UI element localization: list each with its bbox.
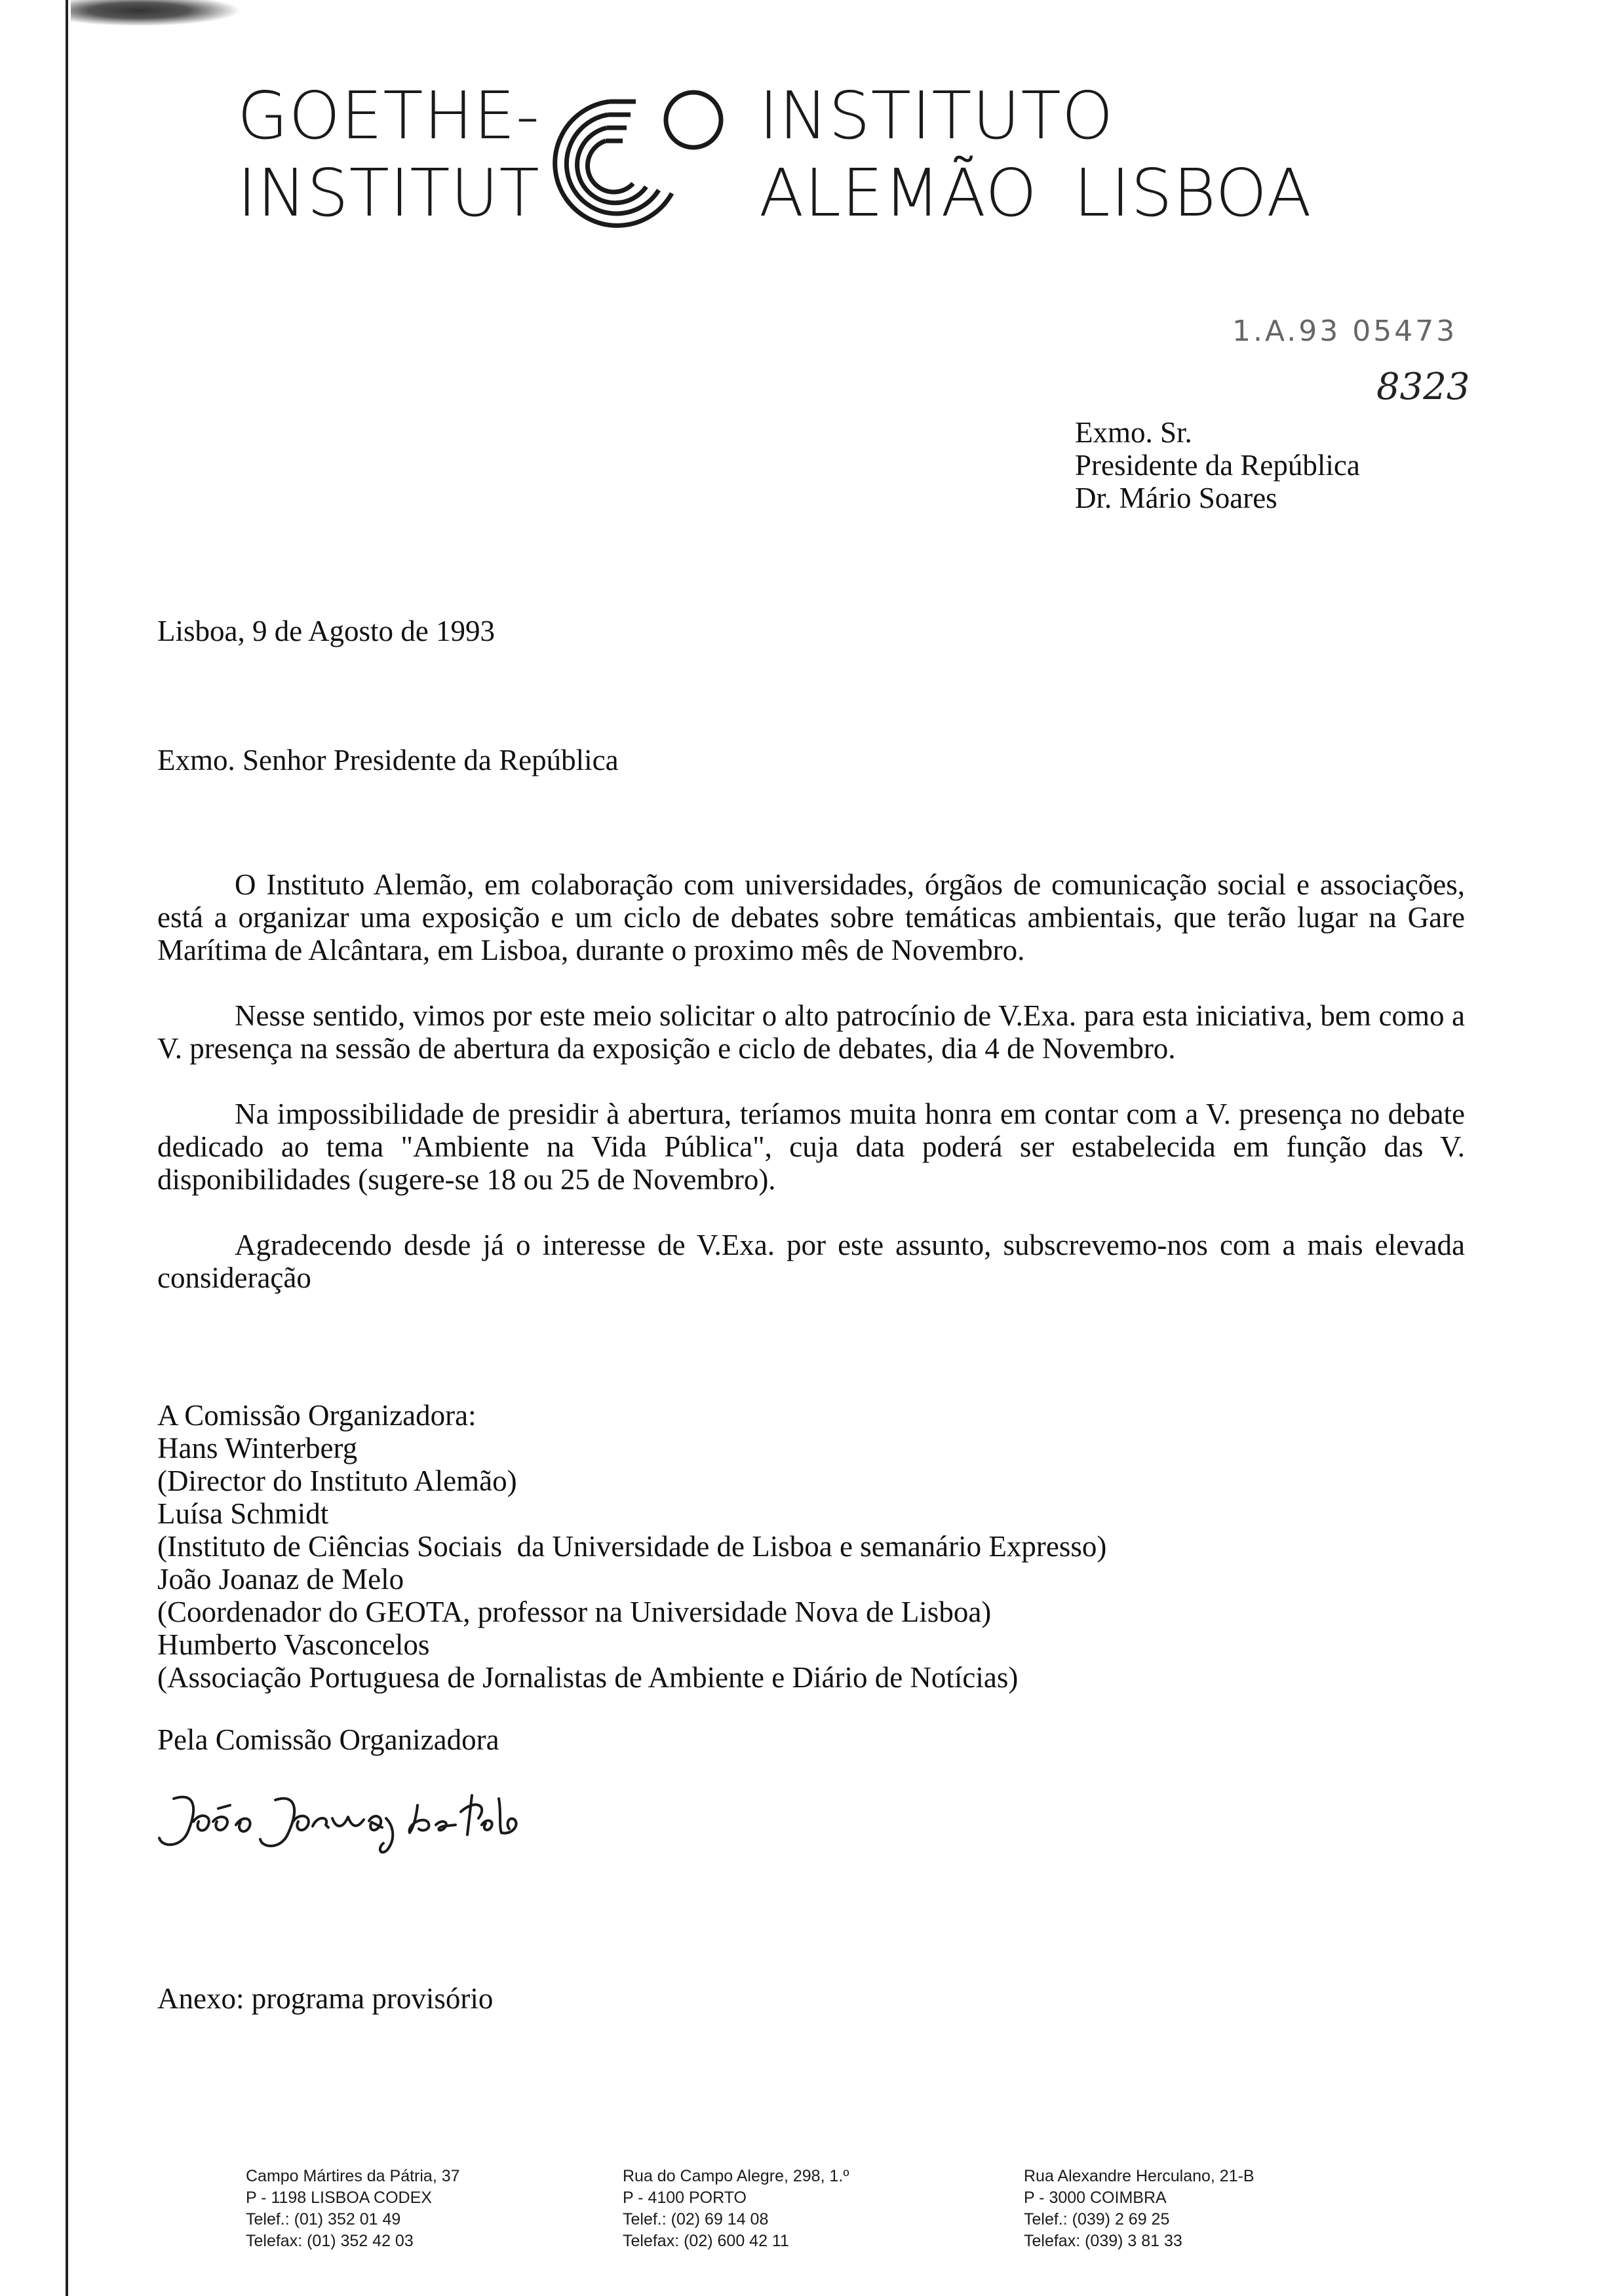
dateline: Lisboa, 9 de Agosto de 1993 bbox=[157, 615, 495, 647]
committee-member-name: Humberto Vasconcelos bbox=[157, 1628, 430, 1661]
committee-member-affiliation: (Associação Portuguesa de Jornalistas de Ambiente e Diário de Notícias) bbox=[157, 1661, 1019, 1694]
footer-line: Telef.: (039) 2 69 25 bbox=[1024, 2210, 1170, 2229]
committee-member-name: Luísa Schmidt bbox=[157, 1497, 329, 1530]
committee-list bbox=[157, 1399, 1106, 1694]
footer-address-coimbra bbox=[1024, 2166, 1255, 2252]
committee-member-name: João Joanaz de Melo bbox=[157, 1563, 404, 1596]
committee-member-name: Hans Winterberg bbox=[157, 1432, 358, 1464]
letterhead-city: LISBOA bbox=[1074, 155, 1312, 231]
committee-member-affiliation: (Instituto de Ciências Sociais da Universidade de Lisboa e semanário Expresso) bbox=[157, 1530, 1107, 1563]
letterhead-right-line2: ALEMÃO bbox=[759, 155, 1038, 231]
recipient-block bbox=[1075, 416, 1360, 514]
body-paragraph: Agradecendo desde já o interesse de V.Exa. por este assunto, subscrevemo-nos com a mais elevada consideração bbox=[157, 1229, 1465, 1294]
archive-handwritten-number: 8323 bbox=[1376, 366, 1470, 408]
recipient-line: Dr. Mário Soares bbox=[1075, 482, 1277, 514]
footer-line: Telef.: (01) 352 01 49 bbox=[246, 2210, 401, 2229]
recipient-line: Presidente da República bbox=[1075, 449, 1360, 482]
letterhead-instituto-alemao bbox=[759, 77, 1114, 232]
footer-line: P - 4100 PORTO bbox=[623, 2189, 747, 2207]
salutation: Exmo. Senhor Presidente da República bbox=[157, 744, 619, 776]
page-edge-line bbox=[66, 0, 68, 2296]
annex-line: Anexo: programa provisório bbox=[157, 1982, 494, 2015]
body-paragraph: Na impossibilidade de presidir à abertura, teríamos muita honra em contar com a V. presença no debate dedicado ao tema "Ambiente na Vida Pública", cuja data poderá ser estabelecida em função das V. disponibilidades (sugere-se 18 ou 25 de Novembro). bbox=[157, 1098, 1465, 1196]
footer-line: Rua do Campo Alegre, 298, 1.º bbox=[623, 2167, 849, 2185]
footer-address-lisboa bbox=[246, 2166, 460, 2252]
footer-line: Campo Mártires da Pátria, 37 bbox=[246, 2167, 460, 2185]
body-paragraph: Nesse sentido, vimos por este meio solicitar o alto patrocínio de V.Exa. para esta iniciativa, bem como a V. presença na sessão de abertura da exposição e ciclo de debates, dia 4 de Novembro. bbox=[157, 999, 1465, 1065]
closing-line: Pela Comissão Organizadora bbox=[157, 1723, 499, 1756]
letterhead-left-line1: GOETHE- bbox=[237, 77, 540, 154]
footer-line: P - 1198 LISBOA CODEX bbox=[246, 2189, 432, 2207]
footer-line: Telefax: (02) 600 42 11 bbox=[623, 2232, 789, 2250]
footer-line: Rua Alexandre Herculano, 21-B bbox=[1024, 2167, 1255, 2185]
scan-smudge bbox=[71, 0, 241, 26]
handwritten-signature bbox=[147, 1786, 528, 1858]
archive-stamp: 1.A.93 05473 bbox=[1232, 315, 1458, 348]
letterhead-right-line1: INSTITUTO bbox=[759, 77, 1114, 154]
goethe-institut-logo-icon bbox=[518, 82, 728, 239]
footer-address-porto bbox=[623, 2166, 849, 2252]
committee-member-affiliation: (Director do Instituto Alemão) bbox=[157, 1464, 517, 1497]
letterhead-left-line2: INSTITUT bbox=[237, 155, 540, 231]
footer-line: P - 3000 COIMBRA bbox=[1024, 2189, 1167, 2207]
footer-line: Telefax: (039) 3 81 33 bbox=[1024, 2232, 1182, 2250]
footer-line: Telefax: (01) 352 42 03 bbox=[246, 2232, 414, 2250]
letterhead-goethe-institut bbox=[237, 77, 540, 232]
footer-line: Telef.: (02) 69 14 08 bbox=[623, 2210, 769, 2229]
recipient-line: Exmo. Sr. bbox=[1075, 416, 1192, 449]
committee-heading: A Comissão Organizadora: bbox=[157, 1399, 477, 1432]
body-paragraph: O Instituto Alemão, em colaboração com universidades, órgãos de comunicação social e associações, está a organizar uma exposição e um ciclo de debates sobre temáticas ambientais, que terão lugar na Gare Marítima de Alcântara, em Lisboa, durante o proximo mês de Novembro. bbox=[157, 868, 1465, 966]
committee-member-affiliation: (Coordenador do GEOTA, professor na Universidade Nova de Lisboa) bbox=[157, 1596, 992, 1628]
